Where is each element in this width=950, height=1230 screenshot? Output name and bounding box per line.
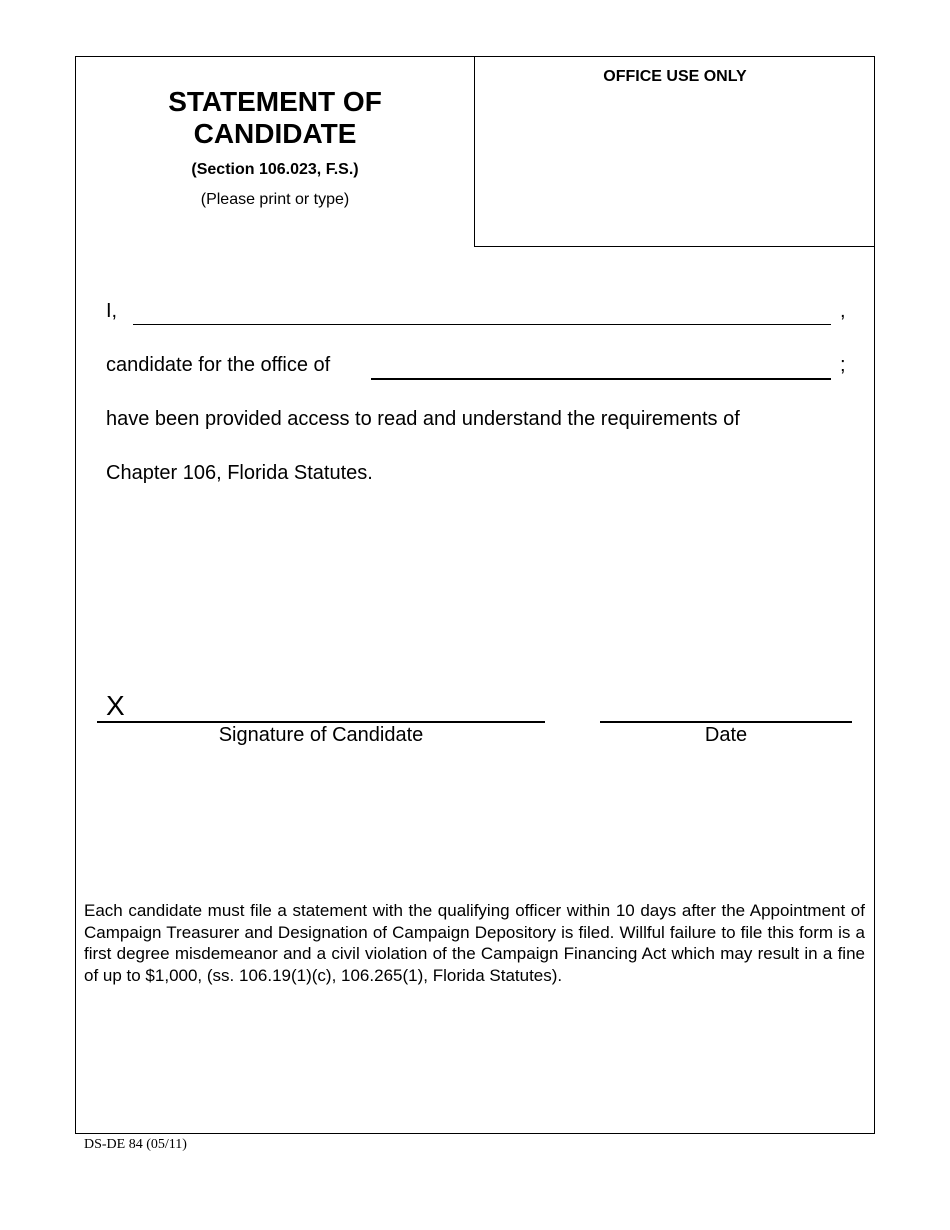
signature-field[interactable] xyxy=(97,721,545,723)
statement-line-4: Chapter 106, Florida Statutes. xyxy=(106,462,373,484)
candidate-name-field[interactable] xyxy=(133,324,831,325)
print-instruction: (Please print or type) xyxy=(200,191,350,208)
form-id: DS-DE 84 (05/11) xyxy=(84,1137,187,1152)
office-suffix: ; xyxy=(840,354,846,376)
title-line-1: STATEMENT OF xyxy=(168,86,382,117)
statement-line-3: have been provided access to read and understand the requirements of xyxy=(106,408,740,430)
date-label: Date xyxy=(704,724,748,746)
form-title xyxy=(76,86,474,150)
signature-label: Signature of Candidate xyxy=(218,724,424,746)
filing-notice: Each candidate must file a statement with the qualifying officer within 10 days after the Appointment of Campaign Treasurer and Designation of Campaign Depository is filed. Willful failure to file this form is a first degree misdemeanor and a civil violation of the Campaign Financing Act which may result in a fine of up to $1,000, (ss. 106.19(1)(c), 106.265(1), Florida Statutes). xyxy=(84,901,865,985)
statute-reference: (Section 106.023, F.S.) xyxy=(191,161,359,178)
name-suffix: , xyxy=(840,300,846,322)
name-prefix: I, xyxy=(106,300,118,322)
office-use-label: OFFICE USE ONLY xyxy=(603,68,747,85)
signature-x-mark: X xyxy=(106,690,125,721)
office-prefix: candidate for the office of xyxy=(106,354,331,376)
office-field[interactable] xyxy=(371,378,831,380)
office-use-box xyxy=(474,56,875,247)
title-line-2: CANDIDATE xyxy=(193,118,357,149)
date-field[interactable] xyxy=(600,721,852,723)
